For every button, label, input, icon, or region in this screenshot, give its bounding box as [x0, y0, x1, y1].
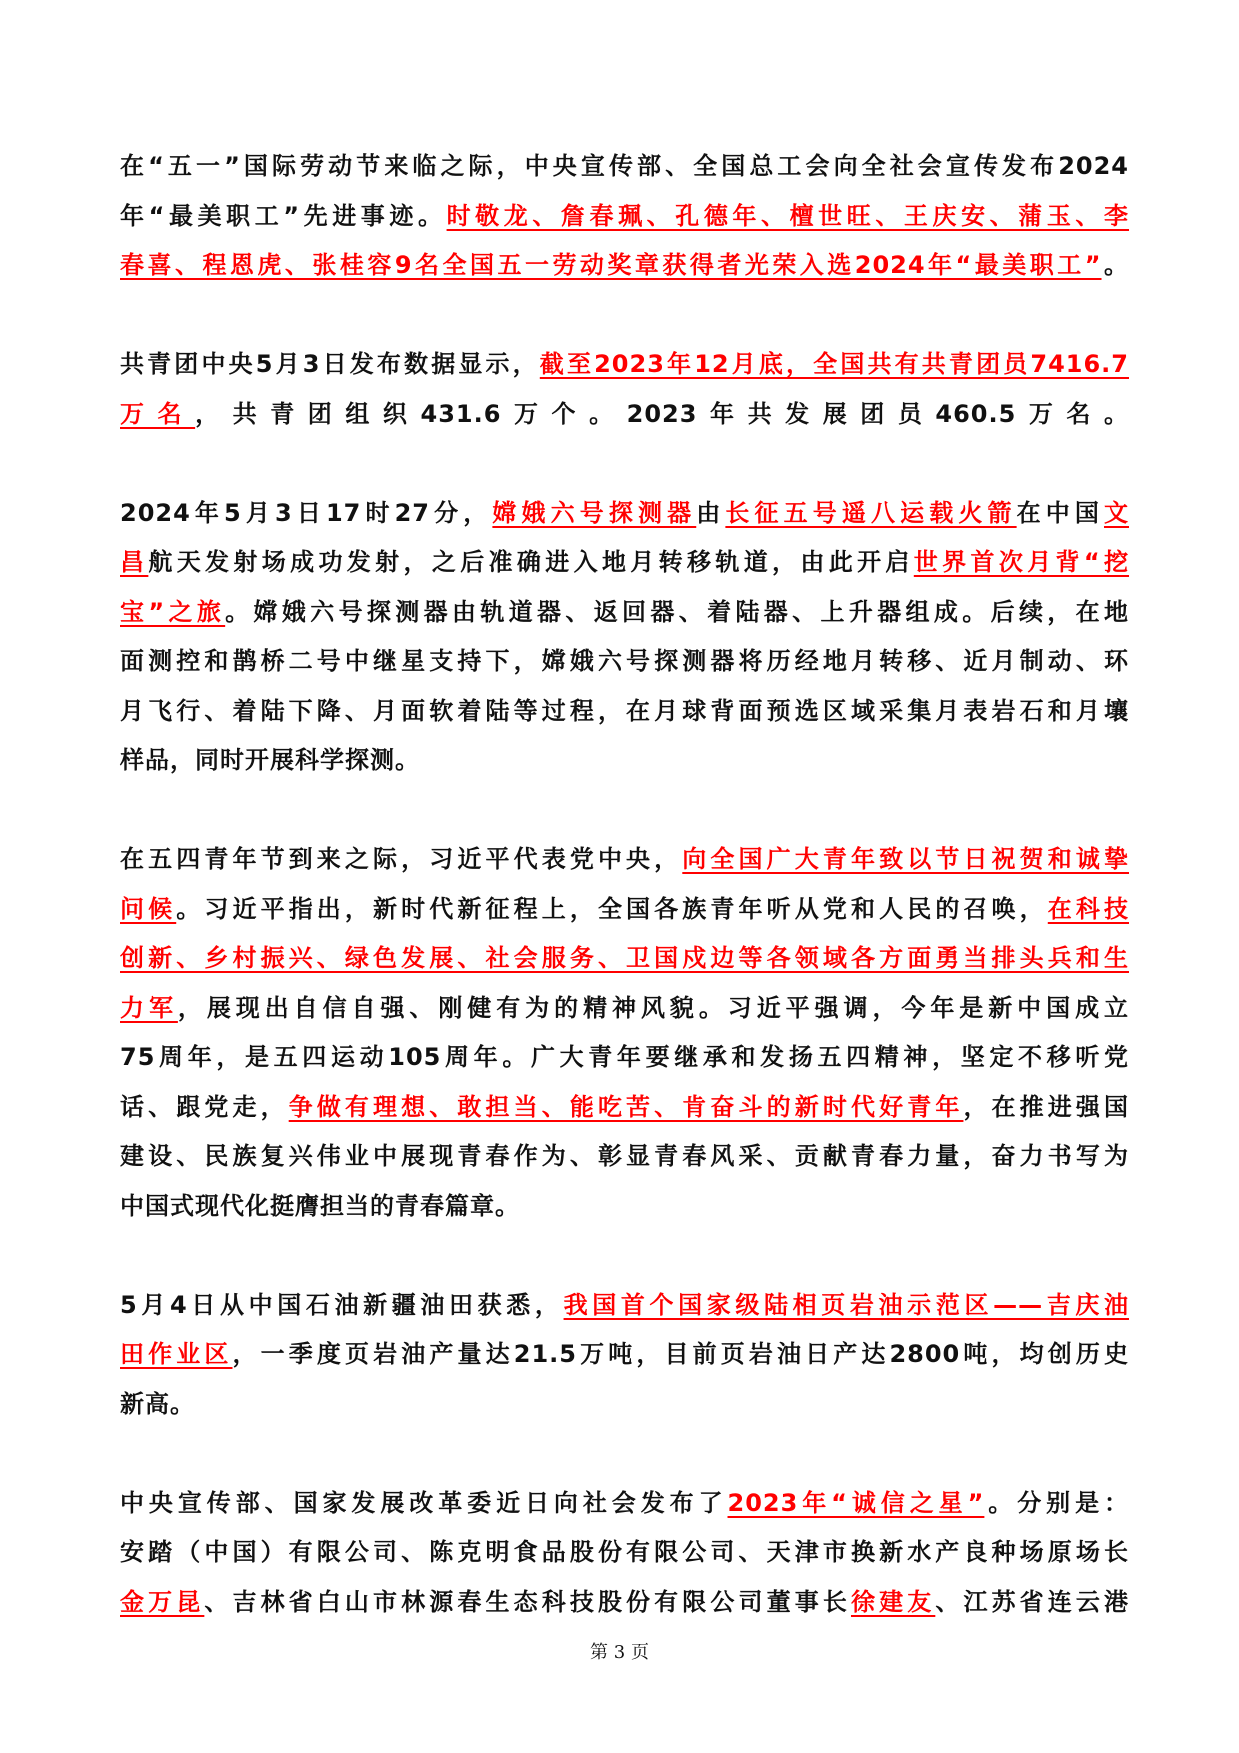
highlighted-text: 春喜、程恩虎、张桂容9名全国五一劳动奖章获得者光荣入选2024年“最美职工” [120, 251, 1102, 279]
body-text: 。 [1101, 251, 1129, 279]
body-text: 共青团中央5月3日发布数据显示， [120, 350, 540, 378]
body-text: 话、跟党走， [120, 1092, 289, 1121]
body-text: ，一季度页岩油产量达21.5万吨，目前页岩油日产达2800吨，均创历史 [232, 1340, 1129, 1368]
body-text: 、吉林省白山市林源春生态科技股份有限公司董事长 [204, 1587, 851, 1616]
highlighted-text: 问候 [120, 894, 177, 923]
paragraph [120, 1281, 1129, 1430]
body-text: ，在推进强国 [963, 1092, 1130, 1121]
text-line [120, 1182, 1129, 1232]
highlighted-text: 争做有理想、敢担当、能吃苦、肯奋斗的新时代好青年 [288, 1092, 964, 1121]
paragraph [120, 142, 1129, 291]
highlighted-text: 创新、乡村振兴、绿色发展、社会服务、卫国戍边等各领域各方面勇当排头兵和生 [120, 944, 1129, 972]
text-line [120, 538, 1129, 588]
text-line [120, 1528, 1129, 1578]
highlighted-text: 嫦娥六号探测器 [492, 498, 697, 527]
body-text: 75周年，是五四运动105周年。广大青年要继承和发扬五四精神，坚定不移听党 [120, 1043, 1129, 1071]
body-text: 月飞行、着陆下降、月面软着陆等过程，在月球背面预选区域采集月表岩石和月壤 [120, 696, 1129, 725]
highlighted-text: 向全国广大青年致以节日祝贺和诚挚 [682, 845, 1130, 873]
highlighted-text: 2023年“诚信之星” [727, 1488, 985, 1517]
body-text: 安踏（中国）有限公司、陈克明食品股份有限公司、天津市换新水产良种场原场长 [120, 1538, 1129, 1566]
paragraph [120, 835, 1129, 1231]
text-line [120, 1330, 1129, 1380]
highlighted-text: 我国首个国家级陆相页岩油示范区——吉庆油 [563, 1290, 1129, 1319]
paragraph [120, 1479, 1129, 1628]
highlighted-text: 力军 [120, 993, 178, 1022]
text-line [120, 1380, 1129, 1430]
text-line [120, 1033, 1129, 1083]
highlighted-text: 文 [1104, 498, 1129, 527]
text-line [120, 835, 1129, 885]
body-text: 样品，同时开展科学探测。 [120, 746, 420, 774]
text-line [120, 736, 1129, 786]
body-text: 航天发射场成功发射，之后准确进入地月转移轨道，由此开启 [148, 548, 914, 576]
highlighted-text: 徐建友 [850, 1587, 936, 1616]
highlighted-text: 时敬龙、詹春珮、孔德年、檀世旺、王庆安、蒲玉、李 [446, 201, 1130, 230]
text-line [120, 885, 1129, 935]
body-text: 2024年5月3日17时27分， [120, 498, 493, 527]
body-text: 。嫦娥六号探测器由轨道器、返回器、着陆器、上升器组成。后续，在地 [225, 597, 1129, 626]
text-line [120, 1083, 1129, 1133]
text-line [120, 489, 1129, 539]
text-line [120, 687, 1129, 737]
text-line [120, 637, 1129, 687]
highlighted-text: 万名 [120, 399, 196, 428]
text-line [120, 1281, 1129, 1331]
highlighted-text: 昌 [120, 548, 149, 576]
page-number: 第 3 页 [590, 1642, 649, 1663]
body-text: 、江苏省连云港 [935, 1587, 1130, 1616]
body-text: 在中国 [1016, 498, 1104, 527]
highlighted-text: 宝”之旅 [120, 597, 226, 626]
body-text: 中国式现代化挺膺担当的青春篇章。 [120, 1191, 520, 1220]
text-line [120, 241, 1129, 291]
paragraph [120, 340, 1129, 439]
text-line [120, 1132, 1129, 1182]
body-text: 中央宣传部、国家发展改革委近日向社会发布了 [120, 1488, 728, 1517]
highlighted-text: 长征五号遥八运载火箭 [725, 498, 1017, 527]
highlighted-text: 金万昆 [120, 1587, 205, 1616]
text-line [120, 984, 1129, 1034]
text-line [120, 340, 1129, 390]
body-text: 面测控和鹊桥二号中继星支持下，嫦娥六号探测器将历经地月转移、近月制动、环 [120, 647, 1129, 675]
highlighted-text: 在科技 [1047, 894, 1130, 923]
text-line [120, 1479, 1129, 1529]
paragraph [120, 489, 1129, 786]
text-line [120, 1578, 1129, 1628]
text-line [120, 390, 1129, 440]
text-line [120, 192, 1129, 242]
body-text: ，共青团组织431.6万个。2023年共发展团员460.5万名。 [195, 399, 1129, 428]
document-body [120, 142, 1129, 1677]
body-text: ，展现出自信自强、刚健有为的精神风貌。习近平强调，今年是新中国成立 [177, 993, 1130, 1022]
body-text: 5月4日从中国石油新疆油田获悉， [120, 1290, 564, 1319]
text-line [120, 588, 1129, 638]
body-text: 由 [696, 498, 726, 527]
body-text: 。分别是： [984, 1488, 1130, 1517]
body-text: 年“最美职工”先进事迹。 [120, 201, 447, 230]
body-text: 。习近平指出，新时代新征程上，全国各族青年听从党和人民的召唤， [176, 894, 1048, 923]
body-text: 建设、民族复兴伟业中展现青春作为、彰显青春风采、贡献青春力量，奋力书写为 [120, 1142, 1129, 1170]
body-text: 在五四青年节到来之际，习近平代表党中央， [120, 845, 683, 873]
highlighted-text: 世界首次月背“挖 [913, 548, 1130, 576]
body-text: 在“五一”国际劳动节来临之际，中央宣传部、全国总工会向全社会宣传发布2024 [120, 152, 1129, 180]
text-line [120, 142, 1129, 192]
text-line [120, 934, 1129, 984]
highlighted-text: 截至2023年12月底，全国共有共青团员7416.7 [539, 350, 1129, 378]
highlighted-text: 田作业区 [120, 1340, 233, 1368]
body-text: 新高。 [120, 1389, 195, 1418]
